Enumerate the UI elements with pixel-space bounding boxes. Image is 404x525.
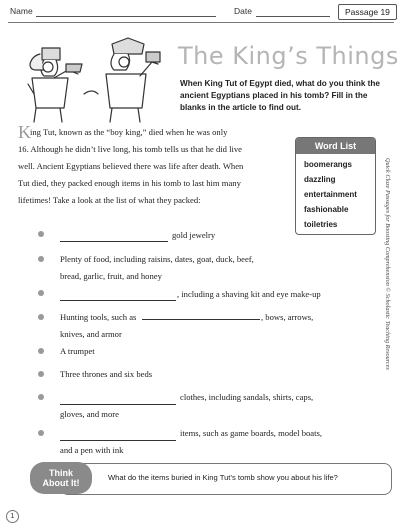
name-label: Name	[10, 6, 33, 16]
think-badge-line: Think	[49, 468, 73, 478]
item-text: gold jewelry	[172, 230, 216, 240]
page-title: The King’s Things	[178, 42, 399, 70]
bullet-icon	[38, 256, 44, 262]
item-text: Hunting tools, such as	[60, 312, 137, 322]
blank-line[interactable]	[142, 319, 260, 320]
article-line: ing Tut, known as the “boy king,” died when he was only	[30, 127, 228, 137]
bullet-icon	[38, 348, 44, 354]
item-text: Plenty of food, including raisins, dates, goat, duck, beef,	[60, 254, 254, 264]
date-label: Date	[234, 6, 252, 16]
bullet-icon	[38, 371, 44, 377]
bullet-icon	[38, 430, 44, 436]
item-text: items, such as game boards, model boats,	[180, 428, 323, 438]
item-text: and a pen with ink	[60, 445, 124, 455]
item-text: bread, garlic, fruit, and honey	[60, 271, 162, 281]
article-line: well. Ancient Egyptians believed there was life after death. When	[18, 161, 244, 171]
think-question: What do the items buried in King Tut’s tomb show you about his life?	[108, 473, 338, 482]
item-text: , including a shaving kit and eye make-up	[177, 289, 321, 299]
blank-line[interactable]	[60, 404, 176, 405]
bullet-icon	[38, 394, 44, 400]
article-line: lifetimes! Take a look at the list of what they packed:	[18, 195, 201, 205]
word-list-heading: Word List	[296, 138, 375, 154]
article-line: Tut died, they packed enough items in his tomb to last him many	[18, 178, 241, 188]
word-list-item: dazzling	[304, 175, 336, 184]
copyright-credit: Quick Cloze Passages for Boosting Comprehension © Scholastic Teaching Resources	[384, 158, 391, 370]
drop-cap: K	[18, 122, 31, 142]
item-text: , bows, arrows,	[261, 312, 314, 322]
think-badge-line: About It!	[42, 478, 80, 488]
bullet-icon	[38, 290, 44, 296]
item-text: Three thrones and six beds	[60, 369, 153, 379]
blank-line[interactable]	[60, 300, 176, 301]
page-number: 1	[6, 510, 19, 523]
item-text: knives, and armor	[60, 329, 122, 339]
item-text: gloves, and more	[60, 409, 119, 419]
word-list-item: entertainment	[304, 190, 357, 199]
item-text: clothes, including sandals, shirts, caps,	[180, 392, 314, 402]
article-line: 16. Although he didn’t live long, his tomb tells us that he did live	[18, 144, 242, 154]
passage-badge: Passage 19	[338, 4, 397, 20]
blank-line[interactable]	[60, 241, 168, 242]
word-list-item: fashionable	[304, 205, 349, 214]
word-list-item: toiletries	[304, 220, 338, 229]
word-list-item: boomerangs	[304, 160, 353, 169]
item-text: A trumpet	[60, 346, 95, 356]
bullet-icon	[38, 314, 44, 320]
intro-text: When King Tut of Egypt died, what do you think the ancient Egyptians placed in his tomb? Fill in the blanks in the article to find out.	[180, 79, 380, 112]
bullet-icon	[38, 231, 44, 237]
blank-line[interactable]	[60, 440, 176, 441]
think-about-it-badge	[30, 462, 92, 494]
